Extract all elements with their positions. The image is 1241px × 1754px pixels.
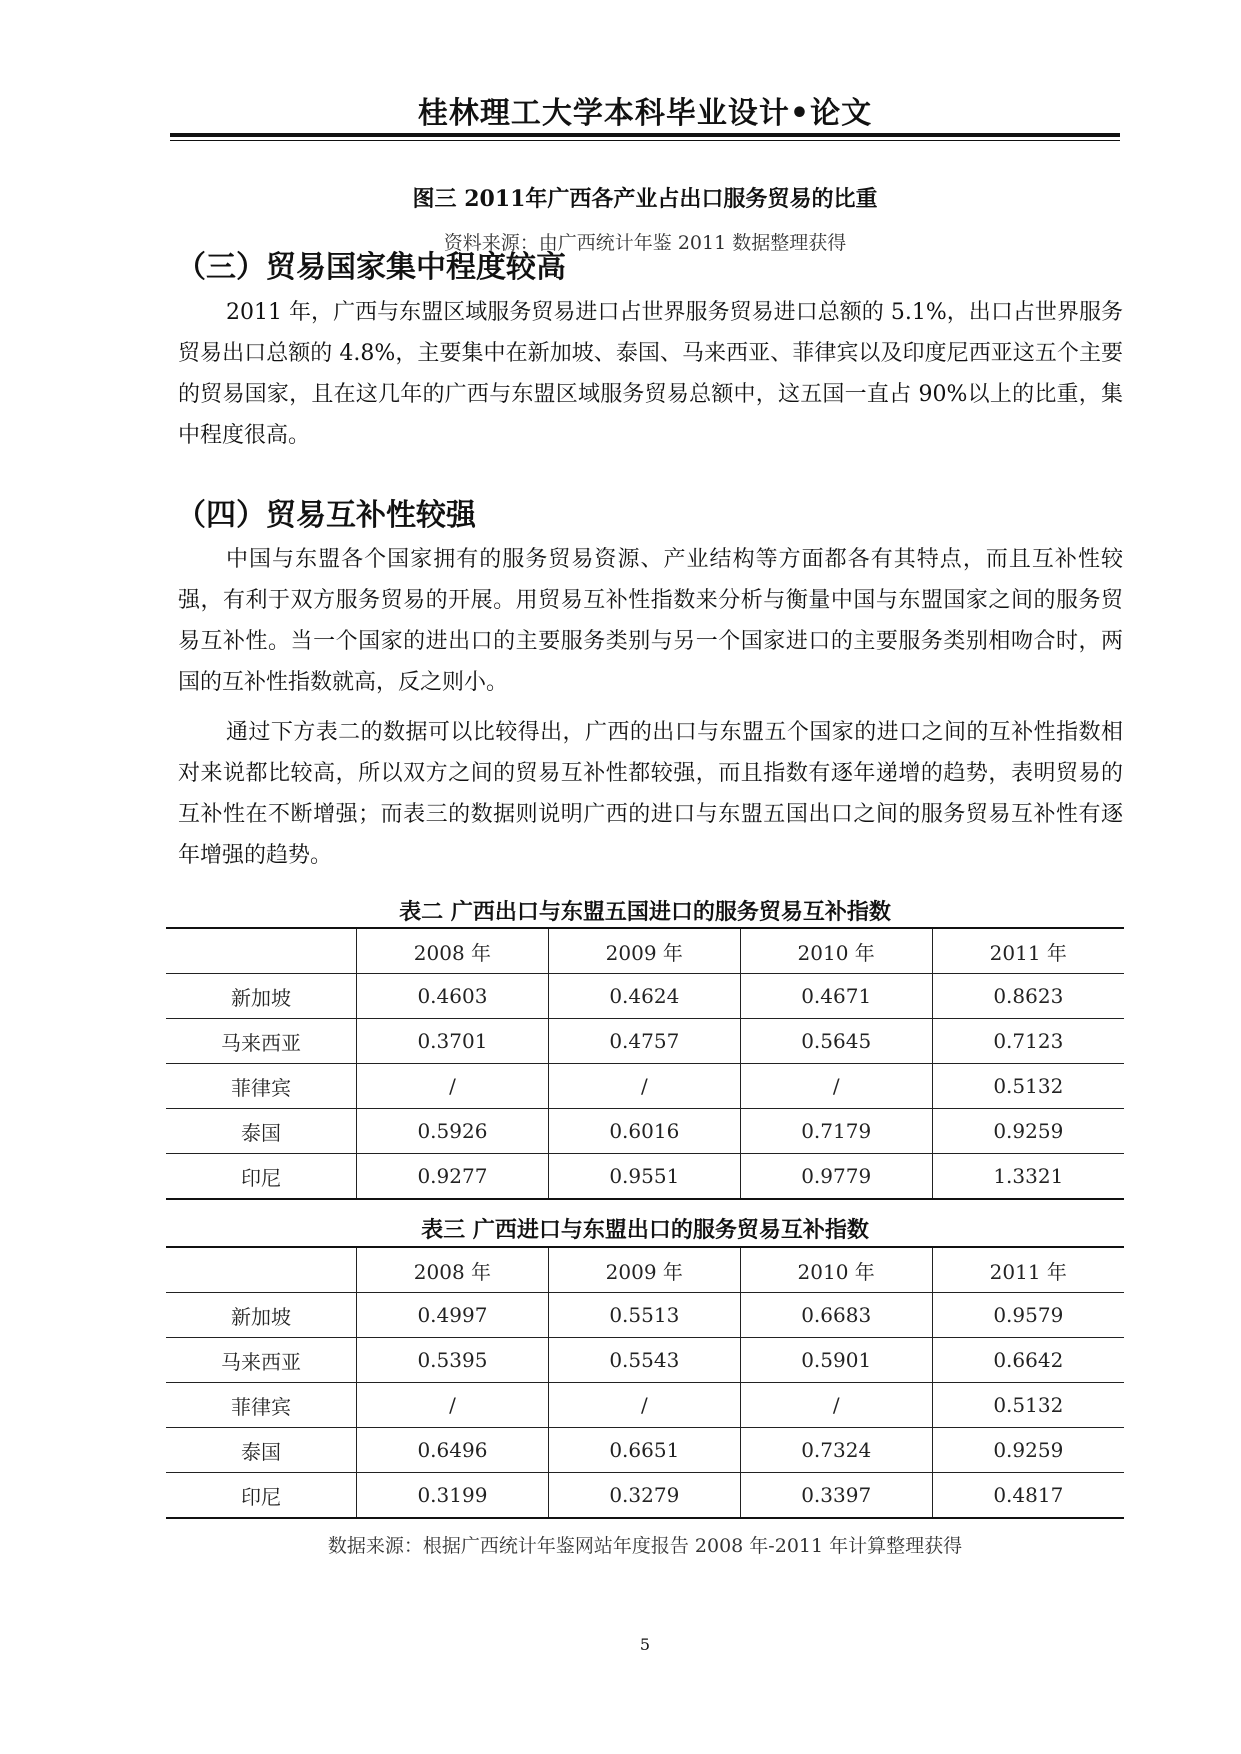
table-cell: 0.5132 [932,1064,1124,1109]
table-row [166,1338,1124,1383]
table-header-cell: 2011 年 [932,1247,1124,1293]
table-cell: 0.6683 [740,1293,932,1338]
figure-caption: 图三 2011年广西各产业占出口服务贸易的比重 [412,186,878,212]
table-cell: 0.6016 [548,1109,740,1154]
table-cell: 0.7179 [740,1109,932,1154]
table-cell: / [548,1383,740,1428]
row-label-cell: 菲律宾 [166,1383,357,1428]
row-label-cell: 菲律宾 [166,1064,357,1109]
table-2 [166,927,1124,1200]
row-label-cell: 新加坡 [166,1293,357,1338]
table-row [166,1383,1124,1428]
table-header-cell: 2009 年 [548,1247,740,1293]
section-heading-3: （三）贸易国家集中程度较高 [176,250,566,285]
table-header-cell [166,928,357,974]
table-header-cell: 2010 年 [740,928,932,974]
row-label-cell: 印尼 [166,1473,357,1519]
table-cell: / [740,1383,932,1428]
table-header-cell: 2010 年 [740,1247,932,1293]
table-cell: 0.9779 [740,1154,932,1200]
table-cell: 0.6651 [548,1428,740,1473]
table-cell: 0.5395 [357,1338,549,1383]
table-header-cell: 2009 年 [548,928,740,974]
table-3-caption: 表三 广西进口与东盟出口的服务贸易互补指数 [421,1218,869,1243]
table-header-cell: 2011 年 [932,928,1124,974]
table-cell: 0.6496 [357,1428,549,1473]
table-row [166,1473,1124,1519]
table-cell: 0.3701 [357,1019,549,1064]
table-row [166,1428,1124,1473]
table-cell: 0.9551 [548,1154,740,1200]
table-cell: 0.3279 [548,1473,740,1519]
table-cell: 0.4603 [357,974,549,1019]
table-header-cell: 2008 年 [357,1247,549,1293]
table-2-caption: 表二 广西出口与东盟五国进口的服务贸易互补指数 [399,900,891,925]
table-cell: 0.5645 [740,1019,932,1064]
table-cell: 0.3199 [357,1473,549,1519]
table-row [166,1019,1124,1064]
table-cell: 0.4757 [548,1019,740,1064]
table-row [166,974,1124,1019]
table-cell: 0.9259 [932,1428,1124,1473]
table-row [166,1064,1124,1109]
document-header-title: 桂林理工大学本科毕业设计•论文 [417,96,873,131]
row-label-cell: 印尼 [166,1154,357,1200]
table-cell: 0.4624 [548,974,740,1019]
section-3-paragraph: 2011 年，广西与东盟区域服务贸易进口占世界服务贸易进口总额的 5.1%，出口占世界服务贸易出口总额的 4.8%，主要集中在新加坡、泰国、马来西亚、菲律宾以及印度尼西亚这五个主要的贸易国家，且在这几年的广西与东盟区域服务贸易总额中，这五国一直占 90%以上的比重，集中程度很高。 [178,300,1123,448]
table-header-row [166,928,1124,974]
table-cell: 0.7324 [740,1428,932,1473]
row-label-cell: 马来西亚 [166,1019,357,1064]
table-source-note: 数据来源：根据广西统计年鉴网站年度报告 2008 年-2011 年计算整理获得 [327,1535,963,1557]
table-cell: 0.8623 [932,974,1124,1019]
table-row [166,1293,1124,1338]
table-cell: 0.9277 [357,1154,549,1200]
row-label-cell: 泰国 [166,1428,357,1473]
figure-source-note: 资料来源：由广西统计年鉴 2011 数据整理获得 [443,232,847,254]
table-cell: 0.5901 [740,1338,932,1383]
header-rule-thick [170,133,1120,137]
table-cell: 0.4997 [357,1293,549,1338]
row-label-cell: 泰国 [166,1109,357,1154]
table-cell: 0.9259 [932,1109,1124,1154]
table-cell: 1.3321 [932,1154,1124,1200]
row-label-cell: 新加坡 [166,974,357,1019]
table-cell: / [357,1064,549,1109]
table-cell: / [740,1064,932,1109]
table-cell: 0.5926 [357,1109,549,1154]
table-cell: 0.5513 [548,1293,740,1338]
table-header-cell [166,1247,357,1293]
table-cell: 0.3397 [740,1473,932,1519]
table-cell: 0.7123 [932,1019,1124,1064]
section-heading-4: （四）贸易互补性较强 [176,498,476,533]
table-header-row [166,1247,1124,1293]
row-label-cell: 马来西亚 [166,1338,357,1383]
table-cell: / [548,1064,740,1109]
section-4-paragraph-2: 通过下方表二的数据可以比较得出，广西的出口与东盟五个国家的进口之间的互补性指数相对来说都比较高，所以双方之间的贸易互补性都较强，而且指数有逐年递增的趋势，表明贸易的互补性在不断增强；而表三的数据则说明广西的进口与东盟五国出口之间的服务贸易互补性有逐年增强的趋势。 [178,720,1123,868]
table-cell: 0.4671 [740,974,932,1019]
table-row [166,1109,1124,1154]
table-row [166,1154,1124,1200]
table-cell: 0.4817 [932,1473,1124,1519]
table-cell: 0.5132 [932,1383,1124,1428]
header-rule-thin [170,140,1120,141]
table-cell: 0.6642 [932,1338,1124,1383]
table-cell: / [357,1383,549,1428]
table-cell: 0.9579 [932,1293,1124,1338]
section-4-paragraph-1: 中国与东盟各个国家拥有的服务贸易资源、产业结构等方面都各有其特点，而且互补性较强，有利于双方服务贸易的开展。用贸易互补性指数来分析与衡量中国与东盟国家之间的服务贸易互补性。当一个国家的进出口的主要服务类别与另一个国家进口的主要服务类别相吻合时，两国的互补性指数就高，反之则小。 [178,547,1123,695]
table-cell: 0.5543 [548,1338,740,1383]
table-3 [166,1246,1124,1519]
page-number: 5 [639,1635,651,1654]
table-header-cell: 2008 年 [357,928,549,974]
